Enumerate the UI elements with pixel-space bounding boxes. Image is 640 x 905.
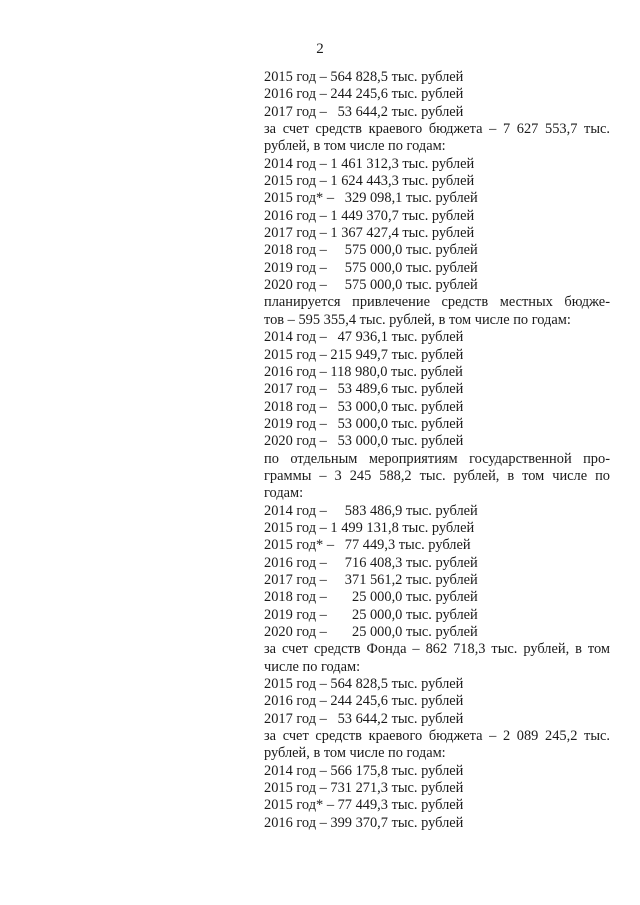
text-line: за счет средств краевого бюджета – 2 089 245,2 тыс. bbox=[264, 728, 610, 745]
text-line: 2015 год – 1 624 443,3 тыс. рублей bbox=[264, 173, 475, 190]
text-line: 2020 год – 575 000,0 тыс. рублей bbox=[264, 277, 478, 294]
text-line: 2015 год – 215 949,7 тыс. рублей bbox=[264, 346, 464, 363]
text-line: 2015 год* – 77 449,3 тыс. рублей bbox=[264, 537, 471, 554]
text-line: за счет средств краевого бюджета – 7 627 553,7 тыс. bbox=[264, 121, 610, 138]
text-line: 2017 год – 1 367 427,4 тыс. рублей bbox=[264, 225, 475, 242]
text-line: 2020 год – 53 000,0 тыс. рублей bbox=[264, 433, 464, 450]
text-line: 2017 год – 371 561,2 тыс. рублей bbox=[264, 571, 478, 588]
text-line: 2018 год – 53 000,0 тыс. рублей bbox=[264, 398, 464, 415]
text-line: числе по годам: bbox=[264, 658, 361, 675]
text-line: 2016 год – 716 408,3 тыс. рублей bbox=[264, 554, 478, 571]
text-line: за счет средств Фонда – 862 718,3 тыс. рублей, в том bbox=[264, 641, 610, 658]
text-line: 2016 год – 399 370,7 тыс. рублей bbox=[264, 814, 464, 831]
text-line: 2016 год – 244 245,6 тыс. рублей bbox=[264, 86, 464, 103]
text-line: граммы – 3 245 588,2 тыс. рублей, в том числе по bbox=[264, 467, 610, 484]
text-line: 2015 год* – 77 449,3 тыс. рублей bbox=[264, 797, 464, 814]
text-line: 2015 год – 564 828,5 тыс. рублей bbox=[264, 676, 464, 693]
text-line: 2019 год – 25 000,0 тыс. рублей bbox=[264, 606, 478, 623]
text-line: 2014 год – 47 936,1 тыс. рублей bbox=[264, 329, 464, 346]
text-line: 2020 год – 25 000,0 тыс. рублей bbox=[264, 624, 478, 640]
text-line: планируется привлечение средств местных бюдже- bbox=[264, 294, 610, 311]
text-line: 2019 год – 53 000,0 тыс. рублей bbox=[264, 415, 464, 432]
text-line: 2018 год – 575 000,0 тыс. рублей bbox=[264, 242, 478, 259]
text-line: рублей, в том числе по годам: bbox=[264, 138, 446, 155]
text-line: 2014 год – 583 486,9 тыс. рублей bbox=[264, 502, 478, 519]
text-line: 2016 год – 118 980,0 тыс. рублей bbox=[264, 363, 463, 380]
document-body bbox=[264, 69, 610, 832]
text-line: 2014 год – 566 175,8 тыс. рублей bbox=[264, 762, 464, 779]
text-line: 2017 год – 53 489,6 тыс. рублей bbox=[264, 381, 464, 398]
text-line: 2014 год – 1 461 312,3 тыс. рублей bbox=[264, 155, 475, 172]
page-number: 2 bbox=[316, 41, 324, 57]
text-line: по отдельным мероприятиям государственной про- bbox=[264, 450, 610, 467]
text-line: тов – 595 355,4 тыс. рублей, в том числе по годам: bbox=[264, 311, 571, 328]
text-line: рублей, в том числе по годам: bbox=[264, 745, 446, 762]
text-line: 2015 год – 731 271,3 тыс. рублей bbox=[264, 780, 464, 797]
text-line: годам: bbox=[264, 485, 304, 502]
text-line: 2017 год – 53 644,2 тыс. рублей bbox=[264, 103, 464, 120]
text-line: 2015 год* – 329 098,1 тыс. рублей bbox=[264, 190, 478, 207]
text-line: 2015 год – 1 499 131,8 тыс. рублей bbox=[264, 519, 475, 536]
text-line: 2017 год – 53 644,2 тыс. рублей bbox=[264, 710, 464, 727]
text-line: 2018 год – 25 000,0 тыс. рублей bbox=[264, 589, 478, 606]
text-line: 2016 год – 244 245,6 тыс. рублей bbox=[264, 693, 464, 710]
text-line: 2016 год – 1 449 370,7 тыс. рублей bbox=[264, 207, 475, 224]
text-line: 2015 год – 564 828,5 тыс. рублей bbox=[264, 69, 464, 85]
text-line: 2019 год – 575 000,0 тыс. рублей bbox=[264, 259, 478, 276]
